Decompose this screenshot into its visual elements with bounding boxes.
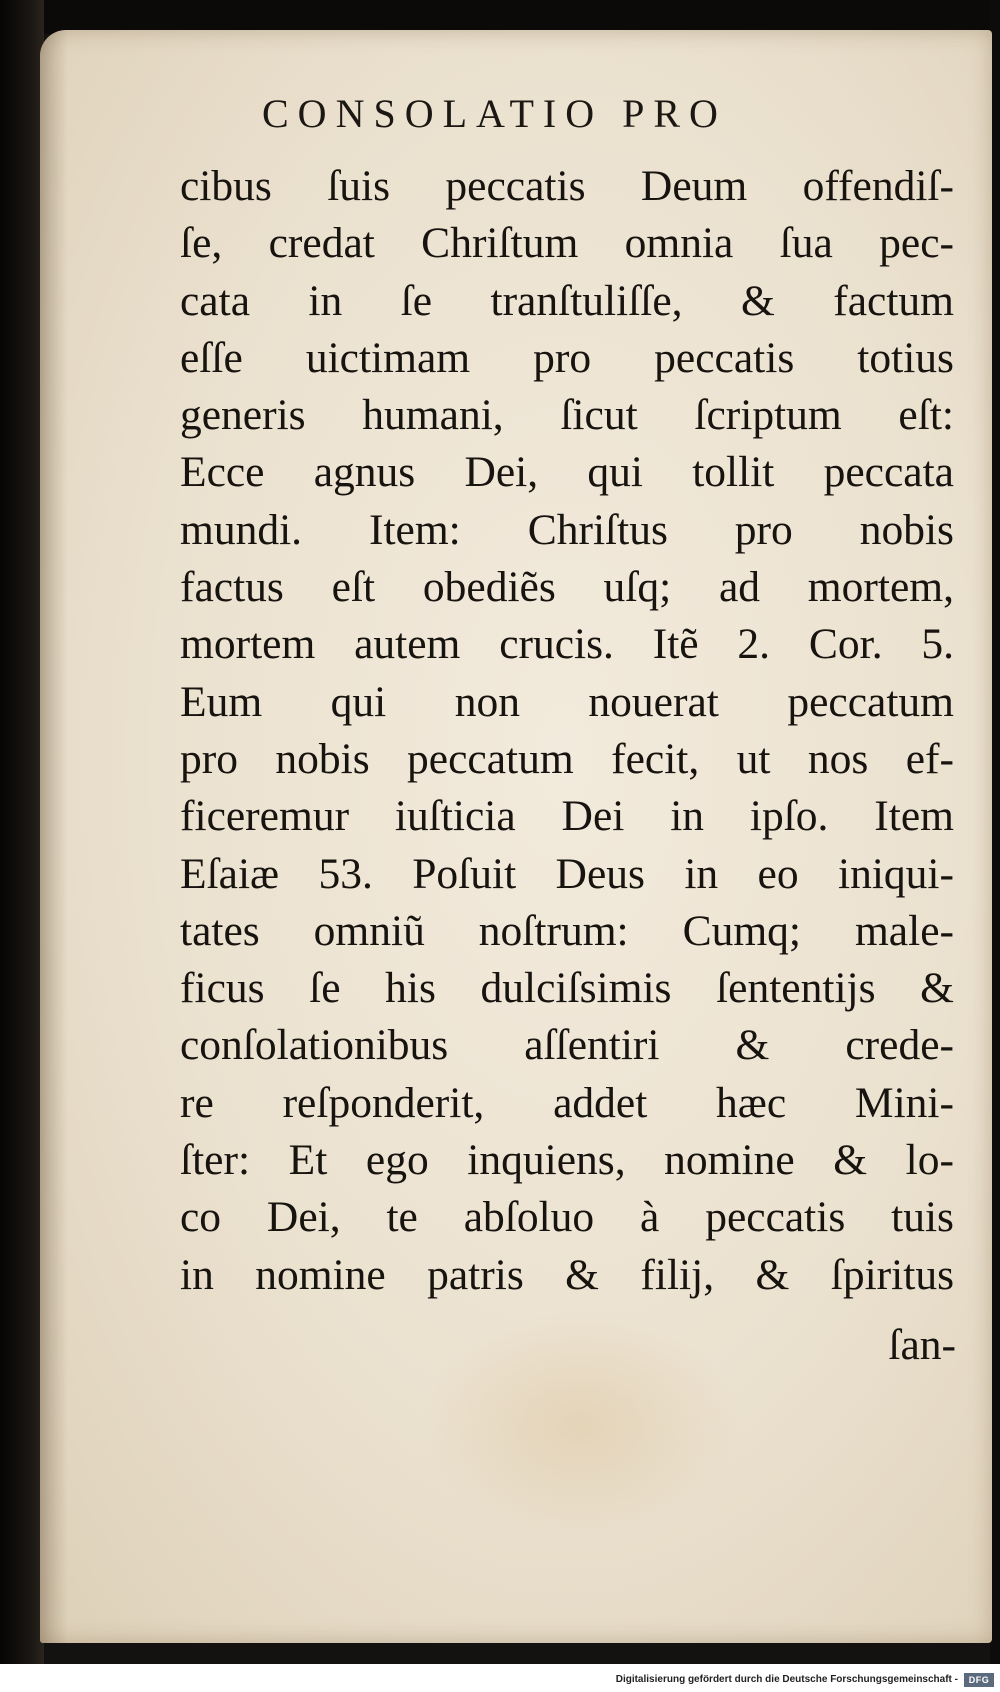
scan-top-edge [0, 0, 1000, 34]
paper-stain [420, 1310, 740, 1540]
text-line: co Dei, te abſoluo à peccatis tuis [180, 1193, 954, 1242]
text-line: ſter: Et ego inquiens, nomine & lo- [180, 1136, 954, 1185]
catchword: ſan- [888, 1321, 956, 1369]
book-binding-edge [0, 0, 44, 1692]
text-line: ſe, credat Chriſtum omnia ſua pec- [180, 219, 954, 268]
text-line: tates omniũ noſtrum: Cumq; male- [180, 906, 954, 955]
text-line: ficeremur iuſticia Dei in ipſo. Item [180, 792, 954, 841]
text-line: eſſe uictimam pro peccatis totius [180, 333, 954, 382]
funding-credit: Digitalisierung gefördert durch die Deutsche Forschungsgemeinschaft - [615, 1674, 958, 1685]
text-line: pro nobis peccatum fecit, ut nos ef- [180, 734, 954, 783]
text-line: Ecce agnus Dei, qui tollit peccata [180, 448, 954, 497]
text-line: cibus ſuis peccatis Deum offendiſ- [180, 162, 954, 210]
text-line: Eſaiæ 53. Poſuit Deus in eo iniqui- [180, 849, 954, 898]
text-line: re reſponderit, addet hæc Mini- [180, 1078, 954, 1127]
footer-bar [0, 1664, 1000, 1692]
text-line: ficus ſe his dulciſsimis ſententijs & [180, 964, 954, 1013]
text-line: mortem autem crucis. Itẽ 2. Cor. 5. [180, 620, 954, 669]
text-line: in nomine patris & filij, & ſpiritus [180, 1250, 954, 1299]
text-line: factus eſt obediẽs uſq; ad mortem, [180, 563, 954, 612]
text-line: mundi. Item: Chriſtus pro nobis [180, 505, 954, 554]
dfg-logo: DFG [964, 1673, 994, 1687]
body-text [180, 158, 954, 1304]
running-head: CONSOLATIO PRO [262, 91, 727, 136]
text-line: cata in ſe tranſtuliſſe, & factum [180, 276, 954, 325]
text-line: Eum qui non nouerat peccatum [180, 677, 954, 726]
text-line: conſolationibus aſſentiri & crede- [180, 1021, 954, 1070]
text-line: generis humani, ſicut ſcriptum eſt: [180, 391, 954, 440]
